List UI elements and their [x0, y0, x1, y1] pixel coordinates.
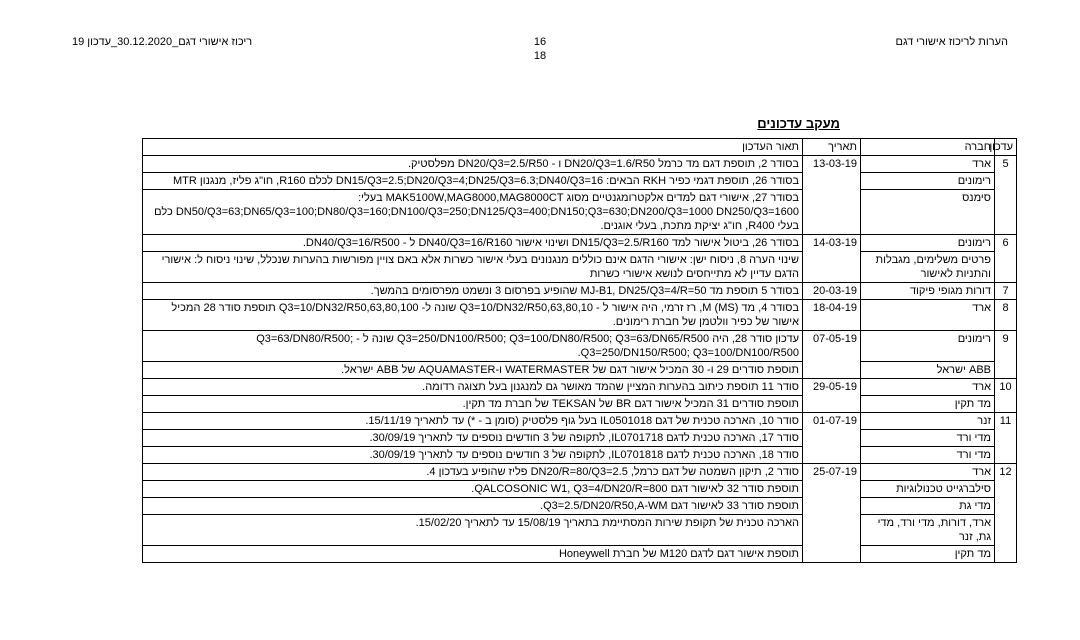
company-cell: מד תקין [861, 396, 995, 413]
date-cell: 07-05-19 [803, 331, 861, 362]
updates-table-container [142, 138, 1017, 563]
table-row [143, 190, 1017, 235]
description-cell: סודר 17, הארכה טכנית לדגם IL0701718, לתקופה של 3 חודשים נוספים עד לתאריך 30/09/19. [143, 430, 803, 447]
version-cell: 6 [995, 235, 1017, 252]
description-cell: בסודר 4, מד (MS) M, רז זרמי, היה אישור ל - Q3=10/DN32/R50,63,80,10 שונה ל- Q3=10/DN32/R50,63,80,100 תוספת סודר 28 המכיל אישור של כפיר וולטמן של חברת רימונים. [143, 300, 803, 331]
table-row [143, 464, 1017, 481]
version-cell [995, 498, 1017, 515]
company-cell: פרטים משלימים, מגבלות והתניות לאישור [861, 252, 995, 283]
table-row [143, 379, 1017, 396]
table-row [143, 447, 1017, 464]
date-cell [803, 498, 861, 515]
description-cell: הארכה טכנית של תקופת שירות המסתיימת בתאריך 15/08/19 עד לתאריך 15/02/20. [143, 515, 803, 546]
page-current: 16 [533, 36, 547, 48]
date-cell: 01-07-19 [803, 413, 861, 430]
date-cell [803, 447, 861, 464]
date-cell [803, 546, 861, 563]
table-row [143, 156, 1017, 173]
description-cell: בסודר 2, תוספת דגם מד כרמל DN20/Q3=1.6/R50 ו - DN20/Q3=2.5/R50 מפלסטיק. [143, 156, 803, 173]
company-cell: מדי גת [861, 498, 995, 515]
table-row [143, 546, 1017, 563]
date-cell: 18-04-19 [803, 300, 861, 331]
column-header-date: תאריך [803, 139, 861, 156]
description-cell: תוספת סודרים 29 ו- 30 המכיל אישור דגם של WATERMASTER ו-AQUAMASTER של ABB ישראל. [143, 362, 803, 379]
table-row [143, 498, 1017, 515]
description-cell: בסודר 5 תוספת מד MJ-B1, DN25/Q3=4/R=50 שהופיע בפרסום 3 ונשמט מפרסומים בהמשך. [143, 283, 803, 300]
version-cell: 7 [995, 283, 1017, 300]
version-cell [995, 447, 1017, 464]
version-cell: 9 [995, 331, 1017, 362]
table-row [143, 252, 1017, 283]
version-cell [995, 362, 1017, 379]
company-cell: ABB ישראל [861, 362, 995, 379]
date-cell: 13-03-19 [803, 156, 861, 173]
table-row [143, 283, 1017, 300]
page-total: 18 [533, 50, 547, 62]
header-section-title: הערות לריכוז אישורי דגם [895, 36, 1008, 48]
description-cell: שינוי הערה 8, ניסוח ישן: אישורי הדגם אינם כוללים מנגנונים בעלי אישור כשרות אלא באם צויין מפורשות בהערות שנכלל, שינוי ניסוח ל: אישורי הדגם עדיין לא מתייחסים לנושא אישורי כשרות [143, 252, 803, 283]
company-cell: זנר [861, 413, 995, 430]
company-cell: מדי ורד [861, 447, 995, 464]
table-body [143, 156, 1017, 563]
table-row [143, 430, 1017, 447]
version-cell [995, 515, 1017, 546]
date-cell [803, 481, 861, 498]
date-cell: 20-03-19 [803, 283, 861, 300]
description-cell: עדכון סודר 28, היה Q3=250/DN100/R500; Q3=100/DN80/R500; Q3=63/DN65/R500 שונה ל - Q3=63/DN80/R500; Q3=250/DN150/R500; Q3=100/DN100/R500. [143, 331, 803, 362]
table-row [143, 362, 1017, 379]
version-cell [995, 396, 1017, 413]
company-cell: רימונים [861, 235, 995, 252]
column-header-company: חברה [861, 139, 995, 156]
table-row [143, 331, 1017, 362]
version-cell [995, 173, 1017, 190]
version-cell [995, 190, 1017, 235]
version-cell [995, 546, 1017, 563]
page-title: מעקב עדכונים [757, 116, 840, 131]
date-cell [803, 396, 861, 413]
table-row [143, 173, 1017, 190]
table-row [143, 515, 1017, 546]
table-header-row [143, 139, 1017, 156]
version-cell: 10 [995, 379, 1017, 396]
date-cell [803, 190, 861, 235]
date-cell [803, 173, 861, 190]
column-header-version: עדכון [995, 139, 1017, 156]
page-number [500, 35, 580, 63]
version-cell: 5 [995, 156, 1017, 173]
version-cell: 8 [995, 300, 1017, 331]
company-cell: ארד [861, 379, 995, 396]
version-cell [995, 430, 1017, 447]
description-cell: בסודר 27, אישורי דגם למדים אלקטרומגנטיים מסוג MAK5100W,MAG8000,MAG8000CT בעלי: DN50/Q3=63;DN65/Q3=100;DN80/Q3=160;DN100/Q3=250;DN125/Q3=400;DN150;Q3=630;DN200/Q3=1000 DN250/Q3=1600 כלם בעלי R400, חו"ג יציקת מתכת, בעלי אוגנים. [143, 190, 803, 235]
date-cell [803, 515, 861, 546]
company-cell: רימונים [861, 331, 995, 362]
company-cell: ארד [861, 156, 995, 173]
date-cell: 14-03-19 [803, 235, 861, 252]
date-cell: 29-05-19 [803, 379, 861, 396]
column-header-description: תאור העדכון [143, 139, 803, 156]
description-cell: סודר 18, הארכה טכנית לדגם IL0701818, לתקופה של 3 חודשים נוספים עד לתאריך 30/09/19. [143, 447, 803, 464]
date-cell [803, 362, 861, 379]
updates-table [142, 138, 1017, 563]
description-cell: בסודר 26, ביטול אישור למד DN15/Q3=2.5/R160 ושינוי אישור DN40/Q3=16/R160 ל - DN40/Q3=16/R500. [143, 235, 803, 252]
company-cell: מד תקין [861, 546, 995, 563]
company-cell: רימונים [861, 173, 995, 190]
version-cell [995, 252, 1017, 283]
description-cell: תוספת סודר 33 לאישור דגם Q3=2.5/DN20/R50,A-WM. [143, 498, 803, 515]
description-cell: תוספת אישור דגם לדגם M120 של חברת Honeywell [143, 546, 803, 563]
company-cell: סילברגייט טכנולוגיות [861, 481, 995, 498]
description-cell: תוספת סודר 32 לאישור דגם QALCOSONIC W1, Q3=4/DN20/R=800. [143, 481, 803, 498]
company-cell: ארד, דורות, מדי ורד, מדי גת, זנר [861, 515, 995, 546]
table-row [143, 300, 1017, 331]
table-row [143, 235, 1017, 252]
description-cell: סודר 11 תוספת כיתוב בהערות המציין שהמד מאושר גם למנגנון בעל תצוגה רדומה. [143, 379, 803, 396]
table-row [143, 396, 1017, 413]
company-cell: דורות מגופי פיקוד [861, 283, 995, 300]
description-cell: סודר 10, הארכה טכנית של דגם IL0501018 בעל גוף פלסטיק (סומן ב - *) עד לתאריך 15/11/19. [143, 413, 803, 430]
description-cell: תוספת סודרים 31 המכיל אישור דגם BR של TEKSAN של חברת מד תקין. [143, 396, 803, 413]
company-cell: ארד [861, 300, 995, 331]
table-row [143, 413, 1017, 430]
version-cell: 12 [995, 464, 1017, 481]
header-document-name: ריכוז אישורי דגם_30.12.2020_עדכון 19 [72, 36, 253, 48]
company-cell: מדי ורד [861, 430, 995, 447]
company-cell: ארד [861, 464, 995, 481]
date-cell [803, 430, 861, 447]
description-cell: בסודר 26, תוספת דגמי כפיר RKH הבאים: DN15/Q3=2.5;DN20/Q3=4;DN25/Q3=6.3;DN40/Q3=16 לכלם R160, חו"ג פליז, מנגנון MTR [143, 173, 803, 190]
date-cell: 25-07-19 [803, 464, 861, 481]
company-cell: סימנס [861, 190, 995, 235]
version-cell: 11 [995, 413, 1017, 430]
version-cell [995, 481, 1017, 498]
table-row [143, 481, 1017, 498]
description-cell: סודר 2, תיקון השמטה של דגם כרמל, DN20/R=80/Q3=2.5 פליז שהופיע בעדכון 4. [143, 464, 803, 481]
date-cell [803, 252, 861, 283]
